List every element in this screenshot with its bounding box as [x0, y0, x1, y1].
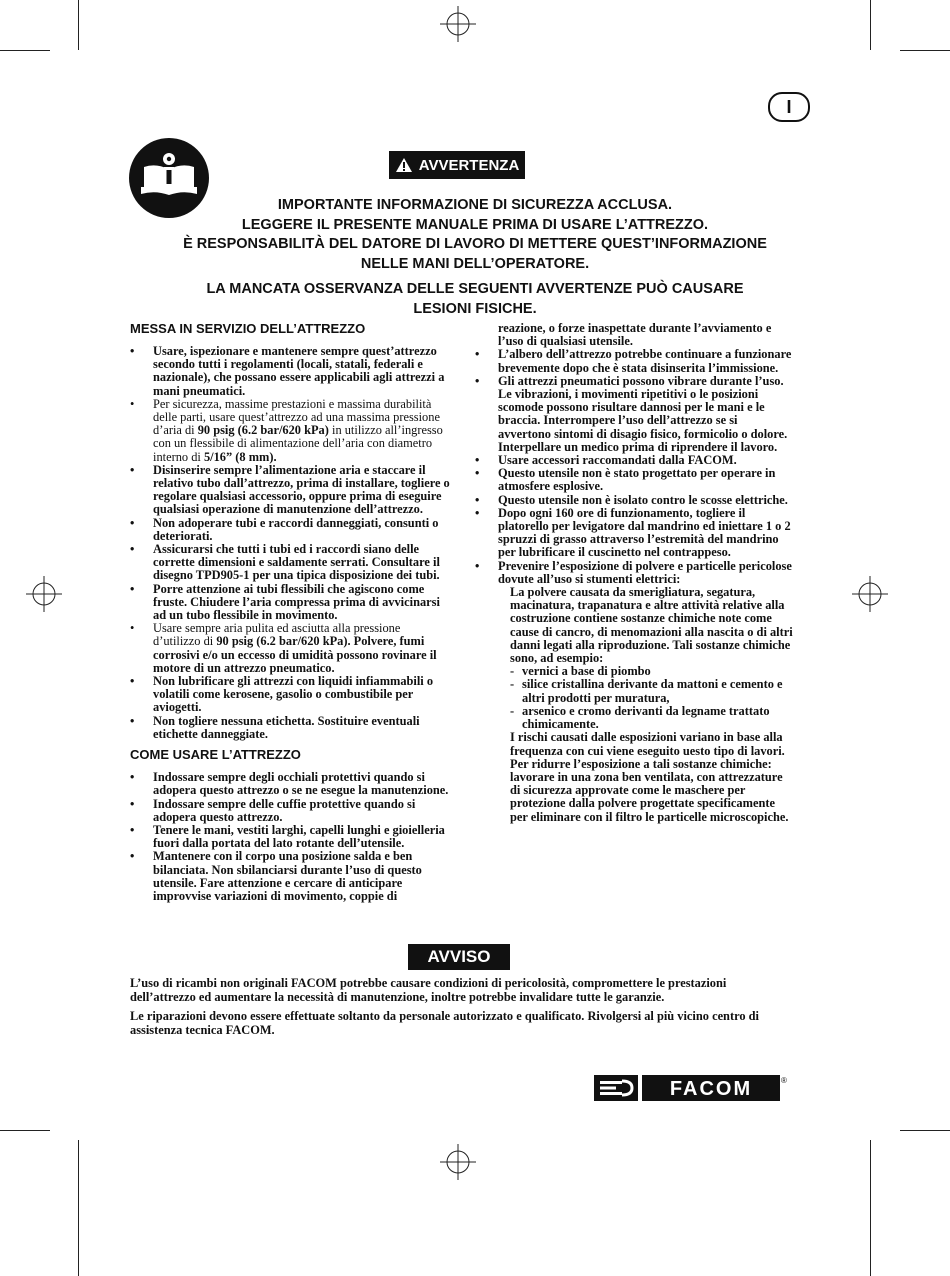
- right-column: [475, 322, 793, 824]
- header-line: NELLE MANI DELL’OPERATORE.: [360, 255, 590, 272]
- list-item: • Porre attenzione ai tubi flessibili che agiscono come fruste. Chiudere l’aria compressa prima di avvicinarsi ad un tubo flessibile in movimento.: [130, 583, 450, 623]
- dust-example: - silice cristallina derivante da mattoni e cemento e altri prodotti per muratura,: [498, 678, 793, 704]
- section-title-setup: MESSA IN SERVIZIO DELL’ATTREZZO: [130, 321, 366, 336]
- list-item: • Assicurarsi che tutti i tubi ed i raccordi siano delle corrette dimensioni e saldamente serrati. Consultare il disegno TPD905-1 per una tipica disposizione dei tubi.: [130, 543, 450, 583]
- usage-list-continued: [475, 348, 793, 586]
- list-item: • Indossare sempre delle cuffie protettive quando si adopera questo attrezzo.: [130, 798, 450, 824]
- list-item-text: Dopo ogni 160 ore di funzionamento, togliere il platorello per levigatore dal mandrino ed iniettare 1 o 2 spruzzi di grasso: [498, 505, 791, 547]
- list-item: • Non adoperare tubi e raccordi danneggiati, consunti o deteriorati.: [130, 517, 450, 543]
- continued-text: reazione, o forze inaspettate durante l’avviamento e l’uso di qualsiasi utensile.: [498, 321, 772, 349]
- list-item: • Usare, ispezionare e mantenere sempre quest’attrezzo secondo tutti i regolamenti (locali, statali, federali e nazionale), che possano essere applicabili agli attrezzi a mani pneumatici.: [130, 345, 450, 398]
- list-item: • Gli attrezzi pneumatici possono vibrare durante l’uso. Le vibrazioni, i movimenti ripetitivi o le posizioni scomode possono risultare dannosi per le mani e le braccia. Interrompere l’uso dell’attrezzo se si avvertono sintomi di disagio fisico, formicolio o dolore. Interpellare un medico prima di riprendere il lavoro.: [475, 375, 793, 454]
- warning-triangle-icon: [395, 157, 413, 173]
- notice-label: AVVISO: [408, 944, 510, 970]
- usage-list: [130, 771, 450, 903]
- list-item: • Usare accessori raccomandati dalla FACOM.: [475, 454, 793, 467]
- list-item: • Disinserire sempre l’alimentazione aria e staccare il relativo tubo dall’attrezzo, prima di installare, togliere o regolare qualsiasi accessorio, oppure prima di eseguire qualsiasi operazione di manutenzione dell’attrezzo.: [130, 464, 450, 517]
- dust-info: [475, 586, 793, 824]
- dust-paragraph: La polvere causata da smerigliatura, segatura, macinatura, trapanatura e altre attività relative alla costruzione contiene sostanze chimiche note come cause di cancro, di menomazioni alla nascita o di altri danni legati alla riproduzione. Tali sostanze chimiche sono, ad esempio:: [510, 585, 793, 666]
- risk-paragraph: I rischi causati dalle esposizioni variano in base alla frequenza con cui viene eseguito uesto tipo di lavori. Per ridurre l’esposizione a tali sostanze chimiche: lavorare in una zona ben ventilata, con attrezzature di sicurezza approvate come le maschere per protezione dalla polvere progettate specificamente per eliminare con il filtro le particelle microscopiche.: [510, 730, 789, 824]
- list-item: • Non lubrificare gli attrezzi con liquidi infiammabili o volatili come kerosene, gasolio o combustibile per aviogetti.: [130, 675, 450, 715]
- crop-mark: [0, 50, 50, 51]
- facom-logo: [594, 1075, 790, 1101]
- list-item-text: in utilizzo all’ingresso con un flessibile di alimentazione dell’aria con diametro interno di: [153, 423, 443, 464]
- list-item: • Questo utensile non è isolato contro le scosse elettriche.: [475, 494, 793, 507]
- setup-list: [130, 345, 450, 741]
- list-item: • L’albero dell’attrezzo potrebbe continuare a funzionare brevemente dopo che è stata disinserita l’immissione.: [475, 348, 793, 374]
- notice-paragraph-2: Le riparazioni devono essere effettuate soltanto da personale autorizzato e qualificato. Rivolgersi al più vicino centro di assistenza tecnica FACOM.: [130, 1009, 759, 1037]
- crop-mark: [900, 1130, 950, 1131]
- section-title-usage: COME USARE L’ATTREZZO: [130, 747, 301, 763]
- crop-mark: [0, 1130, 50, 1131]
- notice-paragraph-1: L’uso di ricambi non originali FACOM potrebbe causare condizioni di pericolosità, compromettere le prestazioni dell’attrezzo ed aumentare la necessità di manutenzione, inoltre potrebbe invalidare tutte le garanzie.: [130, 976, 727, 1004]
- list-item: • Tenere le mani, vestiti larghi, capelli lunghi e gioielleria fuori dalla portata del lato rotante dell’utensile.: [130, 824, 450, 850]
- crop-mark: [900, 50, 950, 51]
- registration-mark-icon: [440, 1144, 476, 1180]
- warning-label: [389, 151, 525, 179]
- list-item: [475, 507, 793, 560]
- registration-mark-icon: [852, 576, 888, 612]
- crop-mark: [78, 1140, 79, 1276]
- registration-mark-icon: [26, 576, 62, 612]
- header-line: LEGGERE IL PRESENTE MANUALE PRIMA DI USARE L’ATTREZZO.: [241, 216, 709, 233]
- list-item: • Questo utensile non è stato progettato per operare in atmosfere esplosive.: [475, 467, 793, 493]
- language-marker: I: [768, 92, 810, 122]
- registration-mark-icon: [440, 6, 476, 42]
- list-item-emphasis: 5/16” (8 mm).: [203, 449, 277, 464]
- safety-header: [150, 196, 800, 319]
- list-item-text: attraverso l’estremità del mandrino per lubrificare il cuscinetto nel contrappeso.: [498, 532, 779, 560]
- header-line: LESIONI FISICHE.: [413, 300, 537, 317]
- list-item: [130, 622, 450, 675]
- list-item: • Indossare sempre degli occhiali protettivi quando si adopera questo attrezzo o se ne esegue la manutenzione.: [130, 771, 450, 797]
- logo-text: FACOM: [669, 1078, 753, 1100]
- list-item-emphasis: 90 psig (6.2 bar/620 kPa): [197, 423, 329, 438]
- warning-label-text: AVVERTENZA: [418, 156, 520, 174]
- registered-mark: ®: [781, 1076, 787, 1085]
- dust-example: - vernici a base di piombo: [498, 665, 793, 678]
- crop-mark: [78, 0, 79, 50]
- list-item-text: Per sicurezza, massime prestazioni e massima durabilità delle parti, usare quest’attrezzo ad una massima pressione d’aria di: [153, 396, 440, 438]
- header-line: LA MANCATA OSSERVANZA DELLE SEGUENTI AVVERTENZE PUÒ CAUSARE: [206, 281, 744, 297]
- list-item-text: Usare sempre aria pulita ed asciutta alla pressione d’utilizzo di: [153, 621, 401, 649]
- list-item-emphasis: 90 psig (6.2 bar/620 kPa). Polvere, fumi corrosivi e/o un eccesso di umidità possono rovinare il motore di un attrezzo pneumatico.: [153, 634, 437, 675]
- list-item: • Non togliere nessuna etichetta. Sostituire eventuali etichette danneggiate.: [130, 715, 450, 741]
- crop-mark: [870, 1140, 871, 1276]
- header-line: È RESPONSABILITÀ DEL DATORE DI LAVORO DI METTERE QUEST’INFORMAZIONE: [183, 236, 767, 252]
- list-item: • Prevenire l’esposizione di polvere e particelle pericolose dovute all’uso si stumenti elettrici:: [475, 560, 793, 586]
- crop-mark: [870, 0, 871, 50]
- list-item: [130, 398, 450, 464]
- left-column: [130, 321, 450, 903]
- list-item: • Mantenere con il corpo una posizione salda e ben bilanciata. Non sbilanciarsi durante l’uso di questo utensile. Fare attenzione e cercare di anticipare improvvise variazioni di movimento, coppie di: [130, 850, 450, 903]
- dust-example: - arsenico e cromo derivanti da legname trattato chimicamente.: [498, 705, 793, 731]
- header-line: IMPORTANTE INFORMAZIONE DI SICUREZZA ACCLUSA.: [277, 197, 673, 213]
